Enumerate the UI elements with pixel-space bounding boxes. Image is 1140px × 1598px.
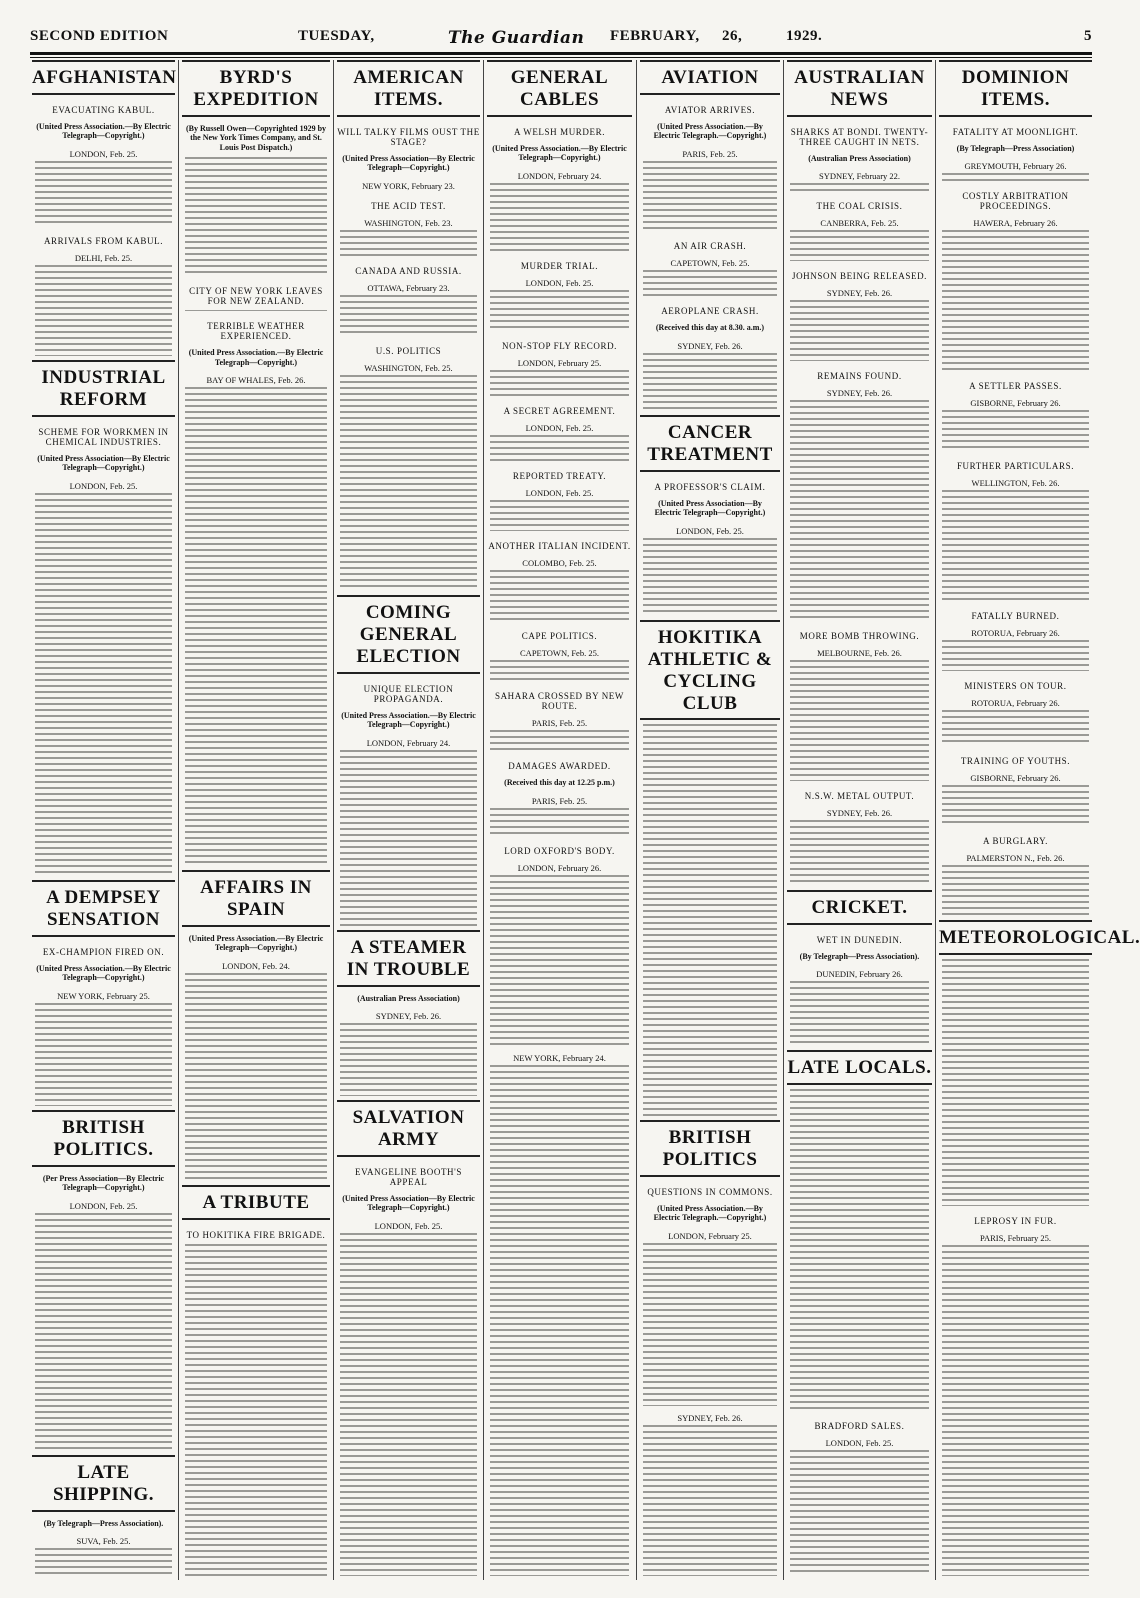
press-credit: (Australian Press Association) [357, 993, 460, 1003]
article-headline: AVIATION [640, 60, 780, 95]
article-dateline: LONDON, Feb. 24. [222, 960, 290, 971]
article-body-text [643, 724, 777, 1116]
article-body-text [790, 230, 929, 261]
article-body-text [185, 973, 327, 1181]
article-industrial-reform [32, 360, 175, 876]
article-subheading: A PROFESSOR'S CLAIM. [654, 481, 766, 492]
article-body-text [340, 230, 477, 256]
article-body-text [790, 183, 929, 191]
article-body-text [35, 493, 172, 876]
article-subheading: AVIATOR ARRIVES. [664, 104, 756, 115]
article-body-text [490, 570, 629, 621]
article-dateline: CANBERRA, Feb. 25. [820, 218, 899, 228]
article-dateline: LONDON, Feb. 25. [525, 278, 594, 288]
article-subheading: MORE BOMB THROWING. [799, 631, 920, 641]
article-dateline: NEW YORK, February 24. [513, 1053, 606, 1063]
article-body-text [490, 435, 629, 461]
masthead-rule [30, 52, 1092, 55]
article-subheading: A WELSH MURDER. [513, 126, 606, 137]
masthead-rule-thin [30, 57, 1092, 58]
article-a-tribute [182, 1185, 330, 1576]
article-subheading: EVANGELINE BOOTH'S APPEAL [354, 1166, 462, 1187]
article-subheading: SCHEME FOR WORKMEN IN CHEMICAL INDUSTRIES. [38, 426, 169, 447]
article-item [32, 230, 175, 356]
article-body-text [942, 230, 1089, 371]
article-subheading: N.S.W. METAL OUTPUT. [804, 791, 915, 801]
day-label: TUESDAY, [298, 28, 375, 44]
press-credit: (Per Press Association—By Electric Telegraph—Copyright.) [42, 1173, 165, 1193]
article-body-text [490, 1065, 629, 1576]
article-headline: LATE LOCALS. [787, 1050, 932, 1085]
article-body-text [185, 310, 327, 311]
article-headline: DOMINION ITEMS. [939, 60, 1092, 117]
article-dateline: SYDNEY, Feb. 26. [826, 808, 893, 818]
article-subheading: CITY OF NEW YORK LEAVES FOR NEW ZEALAND. [189, 286, 323, 306]
article-dateline: WASHINGTON, Feb. 25. [364, 363, 453, 373]
article-body-text [35, 1548, 172, 1576]
news-column-1 [32, 60, 175, 1590]
article-dateline: PARIS, Feb. 25. [531, 795, 588, 806]
article-body-text [185, 157, 327, 276]
article-subheading: SHARKS AT BONDI. TWENTY-THREE CAUGHT IN NETS. [790, 126, 929, 147]
article-subheading: REMAINS FOUND. [817, 371, 902, 381]
article-subheading: EVACUATING KABUL. [52, 104, 155, 115]
article-body-text [185, 387, 327, 866]
article-dominion-items [939, 60, 1092, 181]
article-item [487, 840, 632, 1046]
article-subheading: MINISTERS ON TOUR. [964, 681, 1067, 691]
article-dateline: GREYMOUTH, February 26. [964, 161, 1067, 172]
article-subheading: DAMAGES AWARDED. [508, 761, 611, 771]
article-dateline: PARIS, February 25. [980, 1233, 1051, 1243]
press-credit: (United Press Association—By Electric Telegraph—Copyright.) [342, 1193, 475, 1213]
article-headline: HOKITIKA ATHLETIC & CYCLING CLUB [640, 620, 780, 720]
article-item [787, 1415, 932, 1576]
article-subheading: LORD OXFORD'S BODY. [504, 846, 615, 856]
article-body-text [490, 183, 629, 251]
press-credit: (By Telegraph—Press Association). [799, 951, 920, 961]
article-body-text [35, 161, 172, 226]
article-item [939, 455, 1092, 601]
article-body-text [942, 490, 1089, 601]
article-item [939, 675, 1092, 746]
press-credit: (By Telegraph—Press Association). [43, 1518, 164, 1528]
article-body-text [340, 375, 477, 591]
article-body-text [942, 410, 1089, 451]
article-item [640, 1410, 780, 1576]
article-subheading: SAHARA CROSSED BY NEW ROUTE. [494, 691, 625, 711]
article-dateline: HAWERA, February 26. [973, 218, 1058, 228]
article-subheading: TO HOKITIKA FIRE BRIGADE. [186, 1229, 326, 1240]
article-headline: AMERICAN ITEMS. [337, 60, 480, 117]
article-british-politics [32, 1110, 175, 1451]
article-salvation-army [337, 1100, 480, 1576]
news-column-3 [337, 60, 480, 1590]
article-subheading: JOHNSON BEING RELEASED. [791, 271, 928, 281]
press-credit: (United Press Association.—By Electric Telegraph—Copyright.) [36, 963, 171, 983]
article-dateline: ROTORUA, February 26. [971, 628, 1060, 638]
article-item [182, 315, 330, 866]
press-credit: (By Telegraph—Press Association) [956, 143, 1075, 153]
article-item [939, 375, 1092, 451]
article-subheading: UNIQUE ELECTION PROPAGANDA. [363, 683, 454, 704]
article-dateline: SYDNEY, Feb. 26. [677, 340, 743, 351]
article-subheading: TERRIBLE WEATHER EXPERIENCED. [207, 321, 305, 341]
article-subheading: REPORTED TREATY. [512, 471, 607, 481]
column-divider [333, 60, 334, 1580]
article-body-text [490, 370, 629, 396]
article-body-text [942, 865, 1089, 916]
article-item [487, 1050, 632, 1576]
article-headline: INDUSTRIAL REFORM [32, 360, 175, 417]
article-subheading: WET IN DUNEDIN. [816, 934, 903, 945]
press-credit: (United Press Association—By Electric Telegraph—Copyright.) [654, 498, 766, 518]
article-headline: A TRIBUTE [182, 1185, 330, 1220]
article-subheading: QUESTIONS IN COMMONS. [647, 1186, 773, 1197]
article-item [337, 340, 480, 591]
article-dateline: SUVA, Feb. 25. [76, 1536, 131, 1547]
article-headline: BYRD'S EXPEDITION [182, 60, 330, 117]
edition-label: SECOND EDITION [30, 28, 169, 44]
article-item [939, 1210, 1092, 1576]
article-subheading: ANOTHER ITALIAN INCIDENT. [488, 541, 631, 551]
column-divider [636, 60, 637, 1580]
article-subheading: A BURGLARY. [983, 836, 1048, 846]
article-a-dempsey-sensation [32, 880, 175, 1106]
article-subheading: A SECRET AGREEMENT. [503, 406, 616, 416]
article-item [787, 195, 932, 261]
article-dateline: LONDON, Feb. 25. [676, 525, 744, 536]
article-subheading: NON-STOP FLY RECORD. [501, 341, 618, 351]
article-item [487, 755, 632, 836]
article-subheading: BRADFORD SALES. [814, 1421, 905, 1431]
article-item [787, 625, 932, 781]
article-body-text [340, 750, 477, 926]
article-dateline: NEW YORK, February 25. [57, 990, 150, 1001]
press-credit: (United Press Association.—By Electric Telegraph.—Copyright.) [653, 1203, 767, 1223]
article-cancer-treatment [640, 415, 780, 616]
article-dateline: ROTORUA, February 26. [971, 698, 1060, 708]
article-general-cables [487, 60, 632, 251]
press-credit: (United Press Association.—By Electric Telegraph.—Copyright.) [653, 121, 767, 141]
article-dateline: LONDON, Feb. 25. [525, 423, 594, 433]
news-column-7 [939, 60, 1140, 1590]
article-dateline: LONDON, February 26. [517, 863, 602, 873]
article-body-text [942, 785, 1089, 826]
masthead [30, 28, 1092, 48]
article-affairs-in-spain [182, 870, 330, 1181]
article-body-text [490, 500, 629, 531]
article-item [787, 365, 932, 621]
article-dateline: LONDON, February 24. [366, 737, 451, 748]
article-dateline: BAY OF WHALES, Feb. 26. [206, 375, 306, 386]
article-dateline: DELHI, Feb. 25. [74, 253, 133, 263]
article-subheading: AN AIR CRASH. [673, 241, 747, 251]
press-credit: (By Russell Owen—Copyrighted 1929 by the New York Times Company, and St. Louis Post Dispatch.) [186, 123, 327, 152]
article-item [640, 235, 780, 296]
article-a-steamer-in-trouble [337, 930, 480, 1096]
article-headline: GENERAL CABLES [487, 60, 632, 117]
column-divider [178, 60, 179, 1580]
article-item [487, 465, 632, 531]
article-subheading: CAPE POLITICS. [521, 631, 598, 641]
article-subheading: COSTLY ARBITRATION PROCEEDINGS. [962, 191, 1069, 211]
article-item [487, 535, 632, 621]
article-body-text [942, 173, 1089, 181]
article-body-text [790, 1450, 929, 1576]
article-coming-general-election [337, 595, 480, 926]
newspaper-title: The Guardian [448, 28, 585, 48]
article-dateline: CAPETOWN, Feb. 25. [520, 648, 599, 658]
article-headline: A STEAMER IN TROUBLE [337, 930, 480, 987]
article-dateline: COLOMBO, Feb. 25. [522, 558, 597, 568]
article-cricket [787, 890, 932, 1046]
article-headline: AFFAIRS IN SPAIN [182, 870, 330, 927]
article-subheading: ARRIVALS FROM KABUL. [43, 236, 164, 246]
article-headline: METEOROLOGICAL. [939, 920, 1092, 955]
press-credit: (Australian Press Association) [808, 153, 911, 163]
article-dateline: CAPETOWN, Feb. 25. [670, 258, 750, 268]
article-meteorological [939, 920, 1140, 1206]
article-body-text [790, 820, 929, 886]
article-dateline: LONDON, Feb. 25. [825, 1438, 894, 1448]
article-british-politics [640, 1120, 780, 1406]
article-subheading: U.S. POLITICS [375, 346, 442, 356]
article-subheading: THE ACID TEST. [371, 201, 446, 211]
article-item [337, 260, 480, 336]
article-headline: AUSTRALIAN NEWS [787, 60, 932, 117]
article-body-text [942, 1245, 1089, 1576]
article-body-text [490, 730, 629, 751]
article-dateline: LONDON, Feb. 25. [69, 1200, 138, 1211]
article-body-text [643, 538, 777, 616]
article-dateline: OTTAWA, February 23. [367, 283, 450, 293]
article-body-text [790, 981, 929, 1046]
news-column-5 [640, 60, 780, 1590]
press-credit: (United Press Association.—By Electric Telegraph—Copyright.) [188, 933, 324, 953]
article-body-text [490, 290, 629, 331]
article-subheading: AEROPLANE CRASH. [661, 306, 759, 316]
article-subheading: A SETTLER PASSES. [969, 381, 1062, 391]
column-divider [783, 60, 784, 1580]
article-item [487, 335, 632, 396]
article-body-text [790, 400, 929, 621]
article-item [939, 830, 1092, 916]
article-item [787, 785, 932, 886]
article-byrd-s-expedition [182, 60, 330, 276]
article-body-text [942, 710, 1089, 746]
article-headline: SALVATION ARMY [337, 1100, 480, 1157]
article-item [939, 185, 1092, 371]
article-body-text [643, 161, 777, 231]
article-body-text [942, 640, 1089, 671]
article-dateline: WASHINGTON, Feb. 23. [364, 218, 453, 228]
article-dateline: LONDON, Feb. 25. [374, 1220, 443, 1231]
article-headline: A DEMPSEY SENSATION [32, 880, 175, 937]
page-number: 5 [1084, 28, 1092, 44]
article-dateline: MELBOURNE, Feb. 26. [817, 648, 902, 658]
press-credit: (United Press Association.—By Electric Telegraph—Copyright.) [492, 143, 627, 163]
article-body-text [643, 1425, 777, 1576]
article-subheading: CANADA AND RUSSIA. [355, 266, 462, 276]
press-credit: (United Press Association—By Electric Telegraph—Copyright.) [37, 453, 170, 473]
article-dateline: PARIS, Feb. 25. [531, 718, 588, 728]
article-body-text [790, 300, 929, 361]
article-headline: CRICKET. [787, 890, 932, 925]
article-dateline: SYDNEY, February 22. [818, 171, 901, 182]
article-headline: AFGHANISTAN [32, 60, 175, 95]
article-subheading: MURDER TRIAL. [520, 261, 599, 271]
article-body-text [790, 660, 929, 781]
article-hokitika-athletic-cycling-club [640, 620, 780, 1116]
article-late-locals [787, 1050, 932, 1411]
article-dateline: WELLINGTON, Feb. 26. [971, 478, 1060, 488]
article-body-text [340, 1023, 477, 1096]
article-item [487, 255, 632, 331]
article-dateline: LONDON, February 24. [517, 170, 602, 181]
press-credit: (United Press Association—By Electric Telegraph—Copyright.) [342, 153, 475, 173]
article-dateline: SYDNEY, Feb. 26. [826, 288, 893, 298]
article-dateline: GISBORNE, February 26. [970, 773, 1061, 783]
article-body-text [35, 1003, 172, 1106]
article-item [487, 685, 632, 751]
article-afghanistan [32, 60, 175, 226]
column-divider [483, 60, 484, 1580]
article-headline: BRITISH POLITICS [640, 1120, 780, 1177]
article-dateline: PALMERSTON N., Feb. 26. [966, 853, 1065, 863]
article-headline: COMING GENERAL ELECTION [337, 595, 480, 674]
article-headline: CANCER TREATMENT [640, 415, 780, 472]
article-body-text [35, 265, 172, 356]
article-australian-news [787, 60, 932, 191]
article-subheading: LEPROSY IN FUR. [974, 1216, 1057, 1226]
article-aviation [640, 60, 780, 231]
article-subheading: FATALITY AT MOONLIGHT. [952, 126, 1079, 137]
article-item [487, 625, 632, 681]
article-subheading: THE COAL CRISIS. [816, 201, 903, 211]
article-item [787, 265, 932, 361]
article-headline: LATE SHIPPING. [32, 1455, 175, 1512]
press-credit: (Received this day at 12.25 p.m.) [504, 778, 615, 787]
news-column-4 [487, 60, 632, 1590]
article-body-text [340, 295, 477, 336]
article-dateline: LONDON, February 25. [668, 1230, 752, 1241]
article-late-shipping [32, 1455, 175, 1576]
article-item [337, 195, 480, 256]
article-subheading: TRAINING OF YOUTHS. [960, 756, 1071, 766]
year-label: 1929. [786, 28, 823, 44]
article-body-text [490, 875, 629, 1046]
article-dateline: GISBORNE, February 26. [970, 398, 1061, 408]
article-body-text [643, 270, 777, 296]
article-item [939, 605, 1092, 671]
press-credit: (Received this day at 8.30. a.m.) [655, 323, 765, 332]
press-credit: (United Press Association.—By Electric Telegraph—Copyright.) [36, 121, 171, 141]
article-headline: BRITISH POLITICS. [32, 1110, 175, 1167]
article-dateline: SYDNEY, Feb. 26. [375, 1011, 442, 1022]
article-item [640, 300, 780, 411]
article-item [939, 750, 1092, 826]
article-body-text [35, 1213, 172, 1451]
column-divider [935, 60, 936, 1580]
article-item [182, 280, 330, 311]
article-body-text [340, 1233, 477, 1576]
article-dateline: NEW YORK, February 23. [362, 180, 455, 191]
month-label: FEBRUARY, [610, 28, 700, 44]
article-subheading: FURTHER PARTICULARS. [956, 461, 1075, 471]
press-credit: (United Press Association.—By Electric Telegraph—Copyright.) [188, 348, 324, 367]
press-credit: (United Press Association.—By Electric Telegraph—Copyright.) [341, 710, 476, 730]
article-dateline: LONDON, Feb. 25. [69, 480, 138, 491]
date-label: 26, [722, 28, 743, 44]
article-dateline: SYDNEY, Feb. 26. [826, 388, 893, 398]
article-item [487, 400, 632, 461]
article-dateline: DUNEDIN, February 26. [816, 969, 903, 980]
article-dateline: LONDON, February 25. [517, 358, 602, 368]
article-subheading: WILL TALKY FILMS OUST THE STAGE? [337, 126, 480, 147]
news-column-6 [787, 60, 932, 1590]
article-body-text [643, 353, 777, 411]
article-dateline: LONDON, Feb. 25. [69, 149, 138, 160]
article-dateline: PARIS, Feb. 25. [682, 149, 738, 160]
article-subheading: EX-CHAMPION FIRED ON. [42, 946, 165, 957]
article-dateline: LONDON, Feb. 25. [525, 488, 594, 498]
article-body-text [643, 1243, 777, 1406]
article-body-text [942, 959, 1089, 1206]
article-body-text [490, 808, 629, 836]
article-body-text [185, 1244, 327, 1576]
article-body-text [490, 660, 629, 681]
article-dateline: SYDNEY, Feb. 26. [677, 1413, 743, 1423]
article-body-text [790, 1089, 929, 1411]
news-column-2 [182, 60, 330, 1590]
article-subheading: FATALLY BURNED. [971, 611, 1060, 621]
article-american-items [337, 60, 480, 191]
